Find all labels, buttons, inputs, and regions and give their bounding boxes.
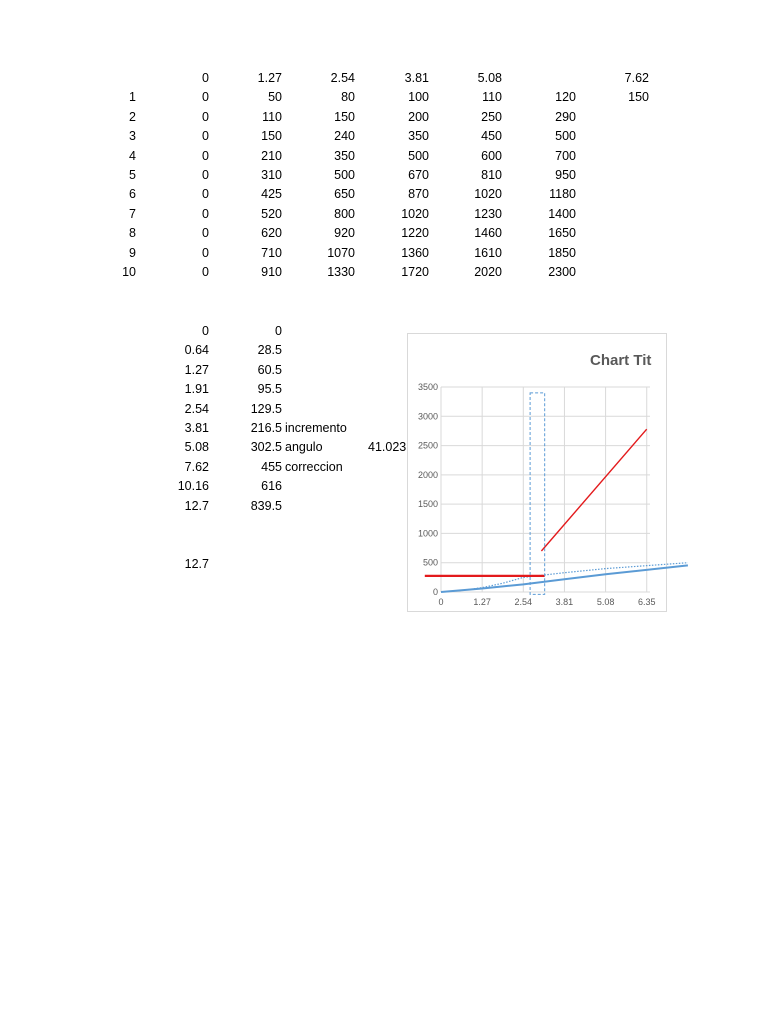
table2-x-cell: 3.81 [184,421,209,435]
data-cell: 50 [268,90,282,105]
table2-label: incremento [285,421,347,435]
data-cell: 670 [408,168,429,182]
data-cell: 600 [481,148,502,163]
data-cell: 500 [555,129,576,144]
data-cell: 910 [261,265,282,279]
table2-x-cell: 1.27 [184,362,209,377]
data-cell: 500 [408,148,429,163]
table2-x-cell: 0.64 [184,343,209,358]
row-label: 2 [129,109,136,124]
series-line [541,429,646,551]
data-cell: 290 [555,109,576,124]
data-cell: 120 [555,90,576,105]
data-cell: 1230 [474,206,502,221]
header-cell: 2.54 [330,71,355,85]
data-cell: 1650 [548,226,576,241]
row-label: 10 [122,265,136,279]
table2-label: angulo [285,440,323,455]
table2-y-cell: 455 [261,459,282,474]
x-tick-label: 3.81 [555,597,574,607]
table2-label: correccion [285,459,343,474]
data-cell: 1180 [549,187,576,202]
header-cell: 0 [202,71,209,85]
x-tick-label: 6.35 [637,597,656,607]
y-tick-label: 3500 [417,382,438,392]
data-cell: 450 [481,129,502,144]
table2-y-cell: 216.5 [250,421,282,435]
chart-title: Chart Tit [590,352,652,369]
row-label: 5 [129,168,136,182]
data-cell: 0 [202,148,209,163]
table2-y-cell: 302.5 [250,440,282,455]
table2-x-cell: 10.16 [177,479,209,494]
x-tick-label: 2.54 [514,597,533,607]
data-cell: 0 [202,206,209,221]
data-cell: 0 [202,226,209,241]
data-cell: 810 [481,168,502,182]
data-cell: 210 [261,148,282,163]
data-cell: 240 [334,129,355,144]
header-cell: 3.81 [404,71,429,85]
table2-y-cell: 616 [261,479,282,494]
y-tick-label: 1000 [417,528,438,539]
data-cell: 100 [408,90,429,105]
y-tick-label: 3000 [417,411,438,422]
selection-box [530,393,545,594]
row-label: 1 [129,90,136,105]
y-tick-label: 500 [422,557,438,568]
chart-svg [407,333,656,613]
data-cell: 800 [334,206,355,221]
data-cell: 1720 [401,265,429,279]
row-label: 9 [129,245,136,260]
table2-x-cell: 2.54 [184,401,209,416]
header-cell: 7.62 [624,71,649,85]
data-cell: 710 [261,245,282,260]
data-cell: 250 [481,109,502,124]
data-cell: 0 [202,129,209,144]
table2-x-cell: 5.08 [184,440,209,455]
data-cell: 0 [202,187,209,202]
y-tick-label: 2500 [417,440,438,451]
data-cell: 1610 [474,245,502,260]
data-cell: 1020 [474,187,502,202]
table2-y-cell: 60.5 [257,362,282,377]
data-cell: 0 [202,245,209,260]
x-tick-label: 5.08 [596,597,615,607]
table2-x-cell: 7.62 [184,459,209,474]
row-label: 3 [129,129,136,144]
data-cell: 2020 [474,265,502,279]
table2-x-cell: 0 [202,324,209,338]
data-cell: 1360 [401,245,429,260]
data-cell: 2300 [548,265,576,279]
data-cell: 700 [555,148,576,163]
data-cell: 1850 [548,245,576,260]
data-cell: 500 [334,168,355,182]
data-cell: 110 [482,90,502,105]
table2-y-cell: 839.5 [250,498,282,513]
data-cell: 650 [334,187,355,202]
extra-value: 12.7 [184,557,209,571]
row-label: 8 [129,226,136,241]
data-cell: 0 [202,265,209,279]
data-cell: 150 [261,129,282,144]
data-cell: 520 [261,206,282,221]
table2-x-cell: 12.7 [184,498,209,513]
table2-y-cell: 28.5 [257,343,282,358]
data-cell: 350 [408,129,429,144]
data-cell: 350 [334,148,355,163]
y-tick-label: 2000 [417,469,438,480]
data-cell: 0 [202,168,209,182]
data-cell: 1070 [327,245,355,260]
header-cell: 1.27 [257,71,282,85]
row-label: 4 [129,148,136,163]
data-cell: 870 [408,187,429,202]
header-cell: 5.08 [477,71,502,85]
table2-y-cell: 95.5 [257,382,282,397]
data-cell: 1330 [327,265,355,279]
data-cell: 80 [341,90,355,105]
data-cell: 1020 [401,206,429,221]
data-cell: 0 [202,109,209,124]
data-cell: 920 [334,226,355,241]
data-cell: 1400 [548,206,576,221]
data-cell: 150 [334,109,355,124]
x-tick-label: 0 [438,597,444,607]
data-cell: 950 [555,168,576,182]
data-cell: 620 [261,226,282,241]
data-cell: 1220 [401,226,429,241]
y-tick-label: 0 [432,587,438,597]
y-tick-label: 1500 [417,499,438,510]
table2-y-cell: 0 [275,324,282,338]
data-cell: 425 [261,187,282,202]
data-cell: 200 [408,109,429,124]
table2-y-cell: 129.5 [250,401,282,416]
data-cell: 1460 [474,226,502,241]
row-label: 7 [129,206,136,221]
chart-panel[interactable] [407,333,656,613]
table2-x-cell: 1.91 [184,382,209,397]
row-label: 6 [129,187,136,202]
angle-value: 41.023 [368,440,407,455]
x-tick-label: 1.27 [473,597,491,607]
data-cell: 0 [202,90,209,105]
data-cell: 110 [262,109,282,124]
data-cell: 150 [628,90,649,105]
data-cell: 310 [261,168,282,182]
